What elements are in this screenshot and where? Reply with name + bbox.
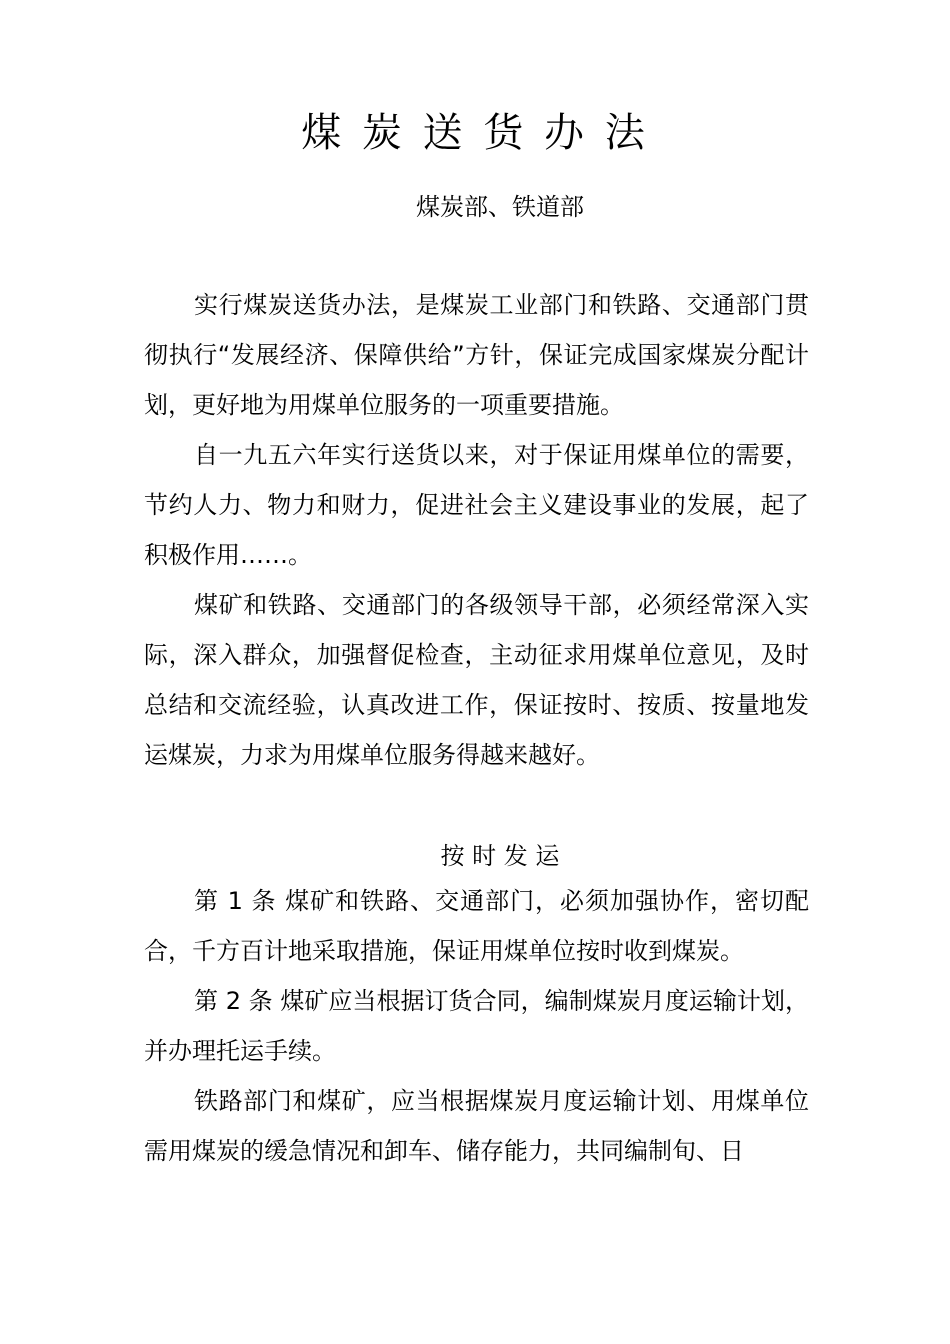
document-issuer: 煤炭部、铁道部 bbox=[416, 193, 584, 221]
document-title: 煤 炭 送 货 办 法 bbox=[301, 110, 649, 156]
preamble bbox=[144, 280, 809, 780]
section-heading: 按 时 发 运 bbox=[440, 842, 560, 870]
preamble-paragraph: 自一九五六年实行送货以来，对于保证用煤单位的需要，节约人力、物力和财力，促进社会主义建设事业的发展，起了积极作用……。 bbox=[144, 441, 809, 569]
article-paragraph: 铁路部门和煤矿，应当根据煤炭月度运输计划、用煤单位需用煤炭的缓急情况和卸车、储存能力，共同编制旬、日 bbox=[144, 1087, 809, 1165]
preamble-paragraph: 煤矿和铁路、交通部门的各级领导干部，必须经常深入实际，深入群众，加强督促检查，主动征求用煤单位意见，及时总结和交流经验，认真改进工作，保证按时、按质、按量地发运煤炭，力求为用煤单位服务得越来越好。 bbox=[144, 591, 809, 769]
article-paragraph: 第 2 条 煤矿应当根据订货合同，编制煤炭月度运输计划，并办理托运手续。 bbox=[144, 987, 809, 1065]
section-body bbox=[144, 876, 809, 1176]
article-paragraph: 第 1 条 煤矿和铁路、交通部门，必须加强协作，密切配合，千方百计地采取措施，保证用煤单位按时收到煤炭。 bbox=[144, 887, 809, 965]
preamble-paragraph: 实行煤炭送货办法，是煤炭工业部门和铁路、交通部门贯彻执行“发展经济、保障供给”方针，保证完成国家煤炭分配计划，更好地为用煤单位服务的一项重要措施。 bbox=[144, 291, 809, 419]
